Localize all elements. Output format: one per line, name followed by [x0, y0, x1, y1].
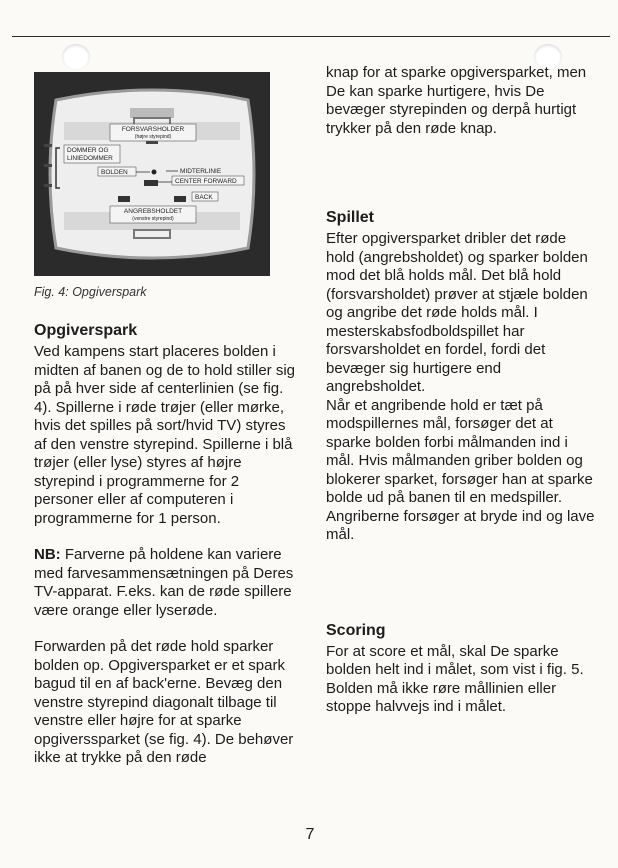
paragraph-opgiverspark-1: Ved kampens start placeres bolden i midten af banen og de to hold stiller sig på på hver side af centerlinien (se fig. 4). Spillerne i røde trøjer (eller mørke, hvis det spilles på sort/hvid TV) styres af den venstre styrepind. Spillerne i blå trøjer (eller lyse) styres af højre styrepind i programmerne for 2 personer eller af computeren i programmerne for 1 person.: [34, 343, 295, 527]
binder-hole-left: [62, 44, 90, 70]
label-forsvar-sub: (højre styrepind): [134, 134, 172, 140]
center-forward-player: [144, 180, 158, 186]
page-number: 7: [305, 826, 315, 843]
label-dommer-1: DOMMER OG: [67, 147, 109, 154]
back-player-right: [174, 196, 186, 202]
paragraph-scoring: For at score et mål, skal De sparke bolden helt ind i målet, som vist i fig. 5. Bolden må ikke røre mållinien eller stoppe halvvejs ind i målet.: [326, 642, 584, 715]
figure-4: [34, 72, 270, 276]
back-player-left: [118, 196, 130, 202]
tv-screen-illustration: [34, 72, 270, 276]
heading-scoring: Scoring: [326, 621, 386, 639]
right-column: [326, 64, 598, 717]
paragraph-spillet-1: Efter opgiversparket dribler det røde hold (angrebsholdet) og sparker bolden mod det blå holds mål. Det blå hold (forsvarsholdet) prøver at stjæle bolden og angribe det røde holds mål. I mesterskabsfodboldspillet har forsvarsholdet en fordel, fordi det bevæger sig hurtigere end angrebsholdet.: [326, 230, 588, 395]
label-center: CENTER FORWARD: [175, 178, 237, 185]
heading-spillet: Spillet: [326, 209, 375, 226]
referee-marker-1: [44, 144, 52, 147]
label-forsvar: FORSVARSHOLDER: [121, 126, 185, 133]
label-dommer-2: LINIEDOMMER: [67, 155, 113, 162]
left-column: [34, 72, 302, 768]
label-angreb-sub: (venstre styrepind): [132, 216, 174, 222]
referee-marker-2: [44, 164, 52, 167]
label-bolden: BOLDEN: [101, 169, 128, 176]
score-display: [130, 108, 174, 118]
figure-caption: Fig. 4: Opgiverspark: [34, 285, 147, 299]
header-rule: [12, 36, 610, 37]
label-back: BACK: [195, 194, 213, 201]
label-midterlinie: MIDTERLINIE: [180, 168, 222, 175]
nb-label: NB:: [34, 546, 61, 563]
paragraph-nb: [34, 546, 302, 620]
nb-text: Farverne på holdene kan variere med farvesammensætningen på Deres TV-apparat. F.eks. kan de røde spillere være orange eller lyserøde.: [34, 546, 294, 619]
heading-opgiverspark: Opgiverspark: [34, 322, 138, 339]
paragraph-continuation: knap for at sparke opgiversparket, men De kan sparke hurtigere, hvis De bevæger styrepinden og derpå hurtigt trykker på den røde knap.: [326, 64, 587, 137]
paragraph-opgiverspark-3: Forwarden på det røde hold sparker bolden op. Opgiversparket er et spark bagud til en af back'erne. Bevæg den venstre styrepind diagonalt tilbage til venstre eller højre for at sparke opgiverssparket (se fig. 4). De behøver ikke at trykke på den røde: [34, 638, 294, 766]
paragraph-spillet-2: Når et angribende hold er tæt på modspillernes mål, forsøger det at sparke bolden forbi målmanden ind i mål. Hvis målmanden griber bolden og blokerer sparket, forsøger han at sparke bolde ud på banen til en medspiller. Angriberne forsøger at bryde ind og lave mål.: [326, 396, 595, 543]
label-angreb: ANGREBSHOLDET: [123, 208, 183, 215]
referee-marker-3: [44, 184, 52, 187]
section-opgiverspark: [34, 321, 302, 768]
ball: [152, 170, 157, 175]
